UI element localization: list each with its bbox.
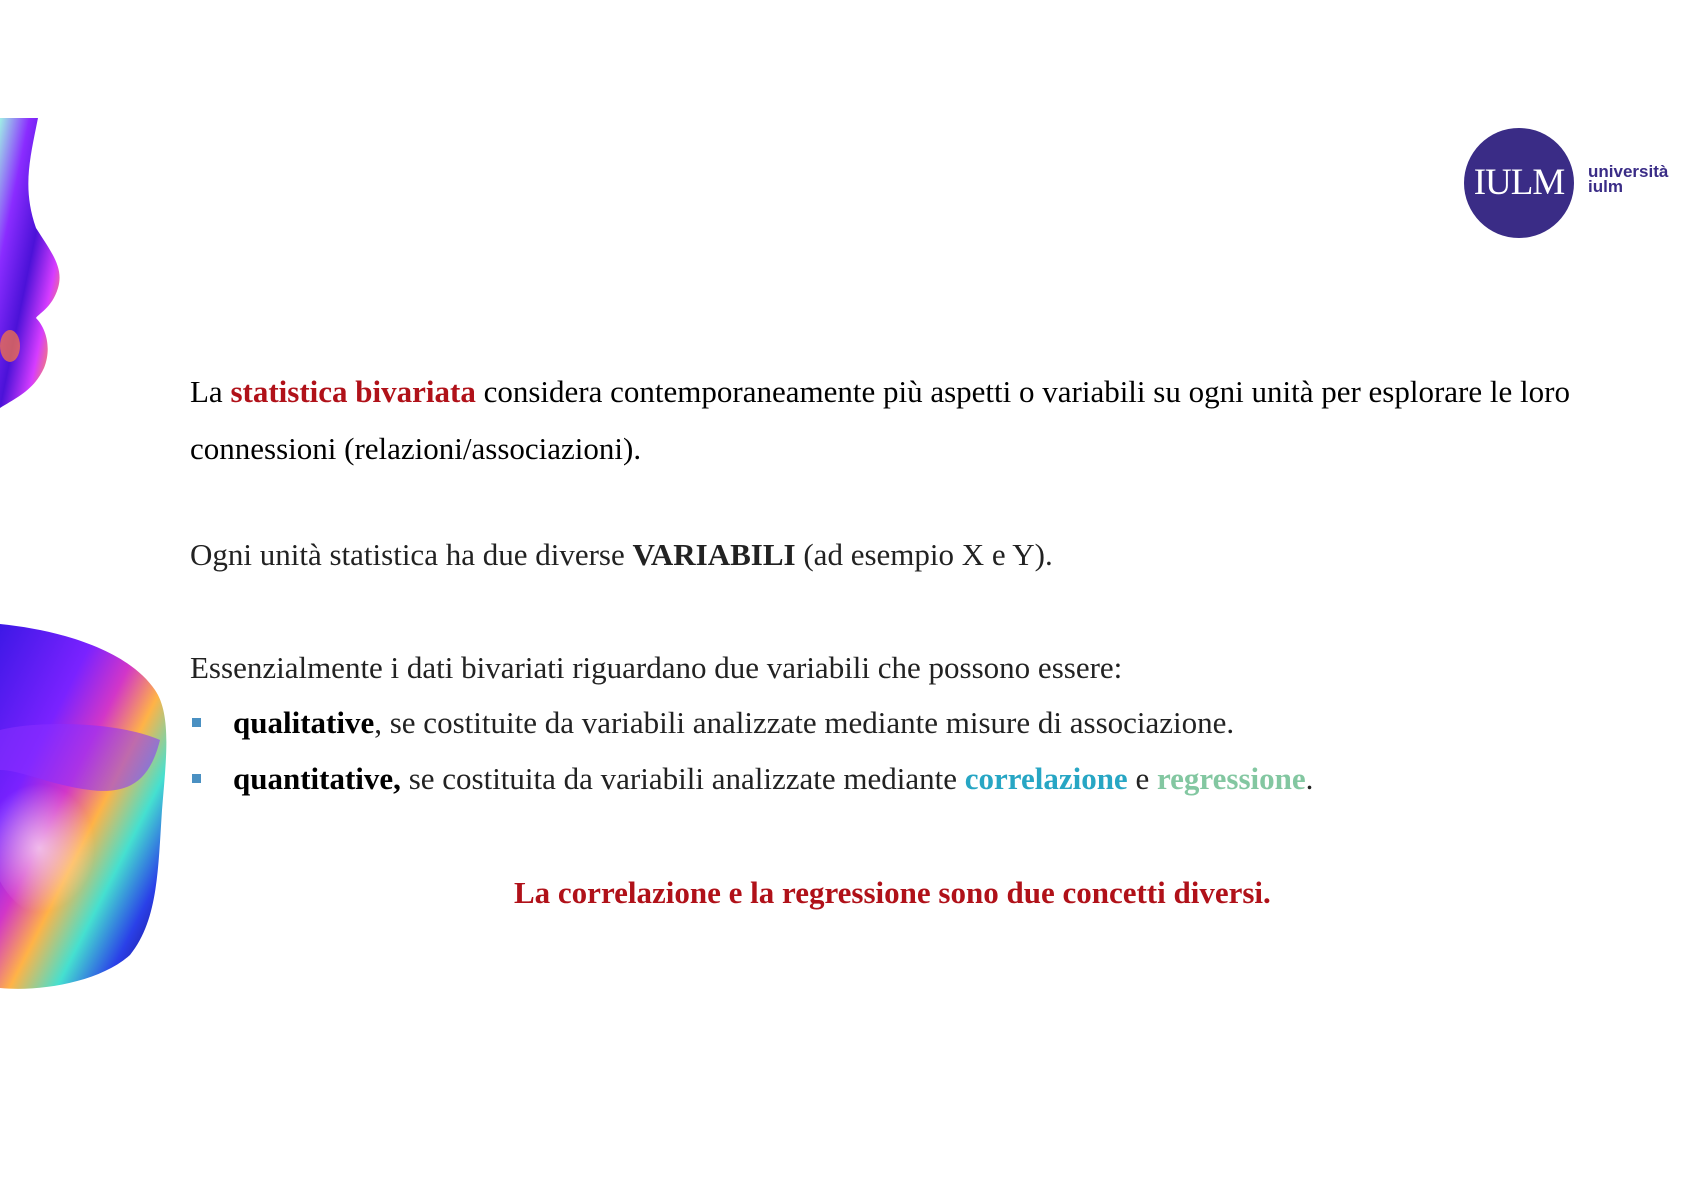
conclusion-statement: La correlazione e la regressione sono due concetti diversi. (514, 875, 1271, 910)
bullet-end: . (1305, 761, 1314, 796)
variables-prefix: Ogni unità statistica ha due diverse (190, 537, 625, 572)
intro-prefix: La (190, 374, 223, 409)
list-item (190, 700, 1313, 756)
bullet-text: se costituita da variabili analizzate mediante (400, 761, 965, 796)
square-bullet-icon (192, 774, 201, 783)
intro-highlight: statistica bivariata (230, 374, 476, 409)
logo-line-1: università (1588, 162, 1669, 181)
iridescent-shape-bottom-decoration (0, 620, 175, 990)
regression-term: regressione (1156, 761, 1306, 796)
types-intro: Essenzialmente i dati bivariati riguardano due variabili che possono essere: (190, 650, 1123, 685)
bullet-term: quantitative, (233, 761, 401, 796)
university-logo (1464, 128, 1676, 242)
square-bullet-icon (192, 718, 201, 727)
connector-text: e (1127, 761, 1157, 796)
variable-types-list (190, 700, 1313, 812)
bullet-text: , se costituite da variabili analizzate mediante misure di associazione. (374, 705, 1235, 740)
logo-mark: IULM (1464, 128, 1574, 238)
variables-emphasis: VARIABILI (632, 537, 796, 572)
variables-paragraph (190, 532, 1053, 578)
iridescent-shape-top-decoration (0, 118, 70, 418)
intro-rest: considera contemporaneamente più aspetti o variabili su ogni unità per esplorare le loro connessioni (relazioni/associazioni). (190, 374, 1570, 466)
list-item (190, 756, 1313, 812)
intro-paragraph (190, 363, 1630, 477)
logo-line-2: iulm (1588, 177, 1623, 196)
logo-wordmark (1588, 164, 1668, 194)
correlation-term: correlazione (964, 761, 1128, 796)
bullet-term: qualitative (233, 705, 375, 740)
variables-suffix: (ad esempio X e Y). (803, 537, 1053, 572)
